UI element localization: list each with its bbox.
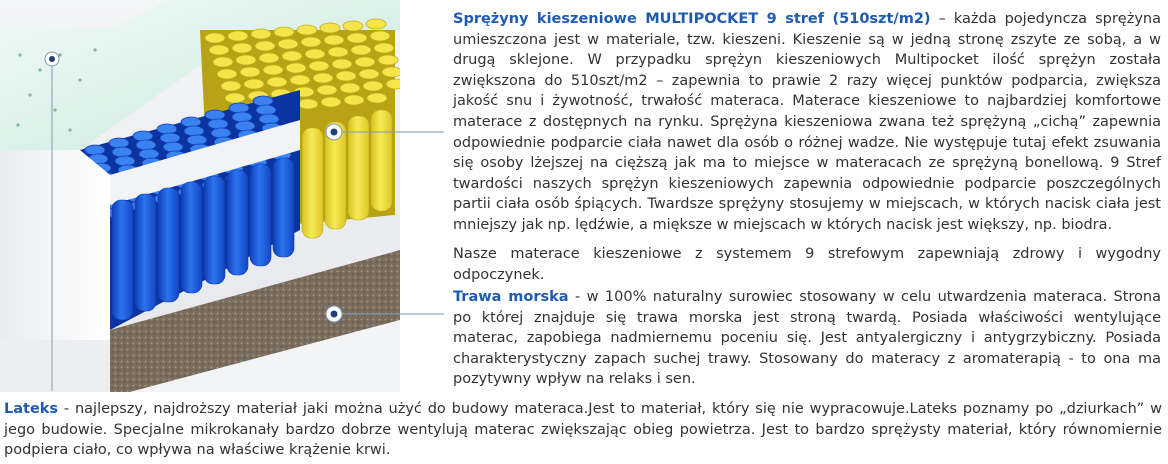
seagrass-text: - w 100% naturalny surowiec stosowany w celu utwardzenia materaca. Strona po której znajduje się trawa morska jest stroną twardą. Posiada właściwości wentylujące materac, zapobiega nadmiernemu poceniu się. Jest antyalergiczny i antygrzybiczny. Posiada charakterystyczny zapach suchej trawy. Stosowany do materacy z aromaterapią - to ona ma pozytywny wpływ na relaks i sen. — [453, 289, 1161, 388]
callout-seagrass — [320, 300, 444, 328]
latex-heading: Lateks — [4, 401, 59, 417]
seagrass-description — [453, 287, 1161, 390]
springs-text: – każda pojedyncza sprężyna umieszczona jest w materiale, tzw. kieszeni. Kieszenie są w jedną stronę zszyte ze sobą, a w drugą sklejone. W przypadku sprężyn kieszeniowych Multipocket ilość sprężyn została zwiększona do 510szt/m2 – zapewnia to prawie 2 razy więcej punktów podparcia, zwiększa jakość snu i żywotność, trwałość materaca. Materace kieszeniowe to najbardziej komfortowe materace z dostępnych na rynku. Sprężyna kieszeniowa zwana też sprężyną „cichą” zapewnia odpowiednie podparcie ciała nawet dla osób o różnej wadze. Nie występuje tutaj efekt zsuwania się osoby lżejszej na cięższą jak ma to miejsce w materacach ze sprężyną bonellową. 9 Stref twardości naszych sprężyn kieszeniowych zapewnia odpowiednie podparcie poszczególnych partii ciała osób śpiących. Twardsze sprężyny stosujemy w miejscach, w których nacisk ciała jest mniejszy jak np. lędźwie, a miększe w miejscach w których nacisk jest większy, np. biodra. — [453, 11, 1161, 233]
seagrass-heading: Trawa morska — [453, 289, 569, 305]
callout-springs — [320, 118, 444, 146]
springs-heading: Sprężyny kieszeniowe MULTIPOCKET 9 stref (510szt/m2) — [453, 11, 931, 27]
callout-latex — [40, 47, 64, 391]
springs-description — [453, 9, 1161, 236]
callout-marker-icon — [326, 306, 342, 322]
latex-text: - najlepszy, najdroższy materiał jaki można użyć do budowy materaca.Jest to materiał, który się nie wypracowuje.Lateks poznamy po „dziurkach” w jego budowie. Specjalne mikrokanały bardzo dobrze wentylują materac zwiększając obieg powietrza. Jest to bardzo sprężysty materiał, który równomiernie podpiera ciało, co wpływa na właściwe krążenie krwi. — [4, 401, 1162, 459]
latex-description — [4, 399, 1162, 461]
callout-marker-icon — [45, 52, 59, 66]
springs-closing: Nasze materace kieszeniowe z systemem 9 strefowym zapewniają zdrowy i wygodny odpoczynek. — [453, 246, 1161, 283]
callout-marker-icon — [326, 124, 342, 140]
